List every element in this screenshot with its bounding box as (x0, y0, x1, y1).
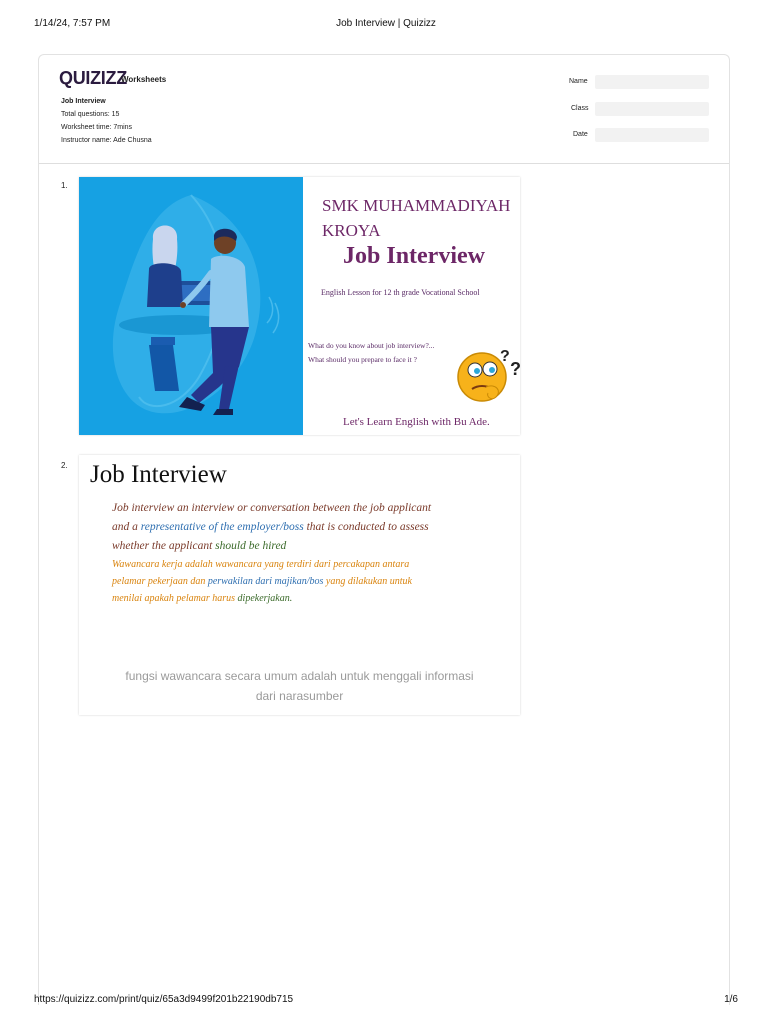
name-field[interactable] (595, 75, 709, 89)
instructor-name: Instructor name: Ade Chusna (61, 137, 152, 144)
school-name (322, 193, 510, 243)
note-line1: fungsi wawancara secara umum adalah untuk menggali informasi (125, 669, 474, 683)
school-name-line2: KROYA (322, 221, 381, 240)
date-label: Date (573, 131, 588, 138)
print-header (34, 18, 738, 32)
print-footer (34, 994, 738, 1008)
slide-subtitle: English Lesson for 12 th grade Vocational School (321, 288, 480, 297)
svg-text:?: ? (510, 359, 521, 379)
definition-id-line3: menilai apakah pelamar harus dipekerjakan. (112, 593, 293, 604)
worksheet-title: Job Interview (61, 98, 106, 105)
page-number: 1/6 (724, 994, 738, 1005)
quizizz-logo (59, 68, 127, 89)
note-text (79, 666, 520, 706)
thinking-emoji-icon (452, 345, 522, 405)
worksheet-header (39, 55, 729, 164)
slide-question-1: What do you know about job interview?... (308, 341, 435, 350)
question-2-slide (79, 455, 520, 715)
class-field[interactable] (595, 102, 709, 116)
slide-footer: Let's Learn English with Bu Ade. (343, 416, 490, 428)
definition-en-line2: and a representative of the employer/boss that is conducted to assess (112, 521, 429, 533)
worksheet-time: Worksheet time: 7mins (61, 124, 133, 131)
slide-question-2: What should you prepare to face it ? (308, 355, 417, 364)
total-questions: Total questions: 15 (61, 111, 120, 118)
slide-title: Job Interview (90, 461, 227, 488)
definition-en-line1: Job interview an interview or conversation between the job applicant (112, 502, 432, 514)
date-field[interactable] (595, 128, 709, 142)
name-label: Name (569, 78, 588, 85)
class-label: Class (571, 105, 589, 112)
job-interview-illustration (79, 177, 303, 435)
slide-title: Job Interview (343, 243, 485, 269)
print-url: https://quizizz.com/print/quiz/65a3d9499f201b22190db715 (34, 994, 294, 1005)
definition-id-line2: pelamar pekerjaan dan perwakilan dari majikan/bos yang dilakukan untuk (112, 576, 412, 587)
question-1-number: 1. (61, 181, 68, 190)
note-line2: dari narasumber (255, 689, 344, 703)
print-datetime: 1/14/24, 7:57 PM (34, 18, 111, 29)
svg-text:?: ? (500, 348, 510, 365)
print-title: Job Interview | Quizizz (336, 18, 436, 29)
definition-en-line3: whether the applicant should be hired (112, 540, 287, 552)
school-name-line1: SMK MUHAMMADIYAH (322, 196, 511, 215)
logo-text: QUIZIZZ (59, 68, 127, 88)
question-1-slide (79, 177, 520, 435)
question-2-number: 2. (61, 461, 68, 470)
definition-id-line1: Wawancara kerja adalah wawancara yang terdiri dari percakapan antara (112, 559, 410, 570)
interview-scene-icon (79, 177, 303, 435)
logo-subtitle: Worksheets (121, 75, 167, 84)
worksheet-sheet (38, 54, 730, 1005)
